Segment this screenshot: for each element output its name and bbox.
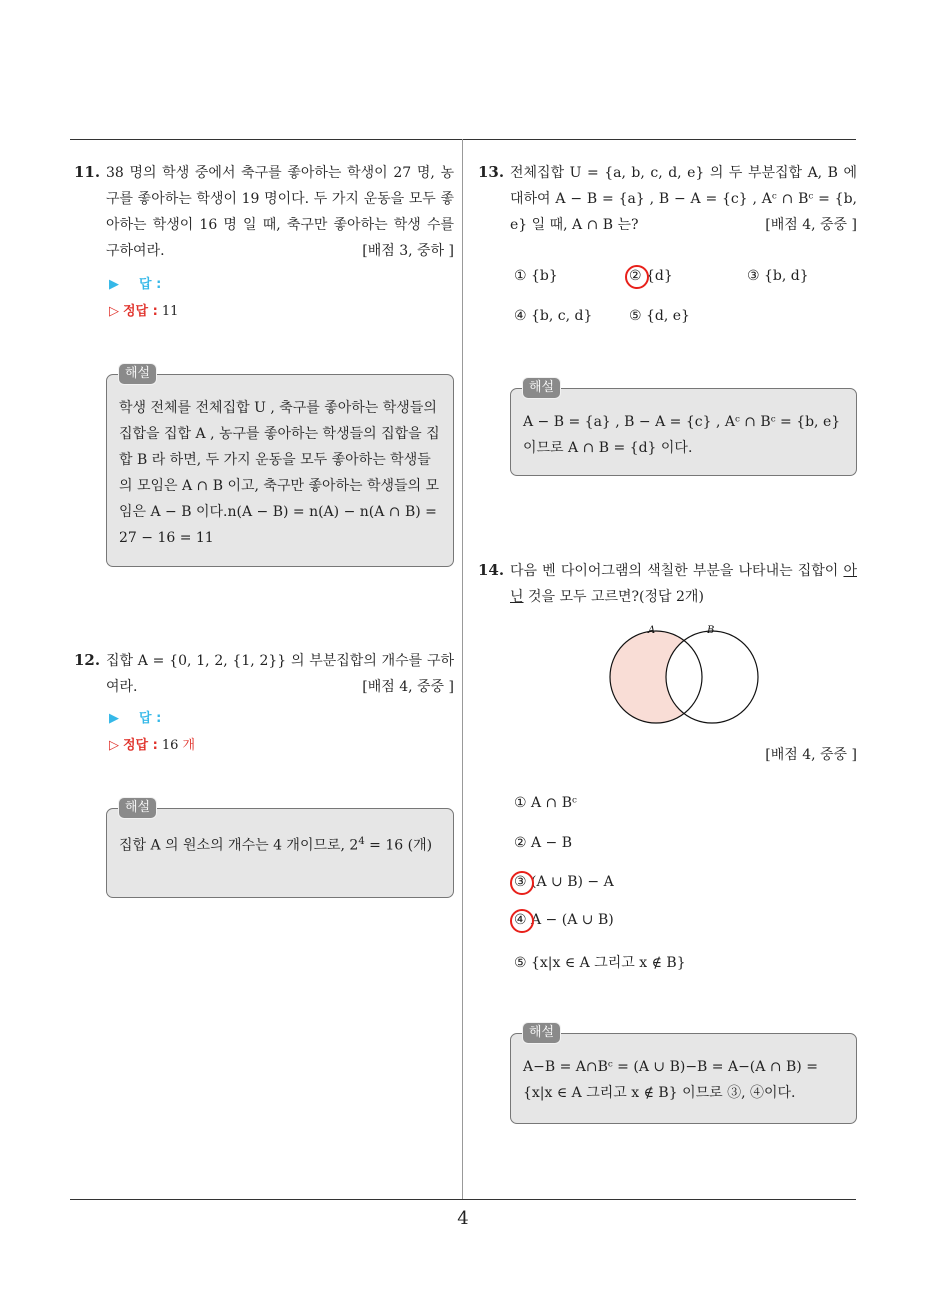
q11-number: 11. [74,163,101,181]
q13-explanation: A − B = {a} , B − A = {c} , Aᶜ ∩ Bᶜ = {b, e} 이므로 A ∩ B = {d} 이다. [523,414,841,456]
q11-answer-label: 답 : [139,277,162,292]
q12-explanation-b: = 16 (개) [364,837,433,854]
q12-number: 12. [74,651,101,669]
q12-correct-marker: ▷ [109,738,119,753]
q12-text [106,648,454,700]
q13-question: 전체집합 U = {a, b, c, d, e} 의 두 부분집합 A, B 에 대하여 A − B = {a} , B − A = {c} , Aᶜ ∩ Bᶜ = {b, e} 일 때, A ∩ B 는? [510,165,857,233]
q12-answer-label: 답 : [139,711,162,726]
venn-label-b: B [707,625,715,636]
q12-question: 집합 A = {0, 1, 2, {1, 2}} 의 부분집합의 개수를 구하여라. [106,653,454,695]
column-divider [462,139,463,1200]
q11-explanation-box [106,374,454,567]
q12-correct-unit: 개 [182,738,196,753]
q11-correct-value: 11 [161,304,179,319]
q11-meta: [배점 3, 중하 ] [362,243,454,259]
q11-answer-marker: ▶ [109,277,119,292]
q13-choice-4[interactable]: ④ {b, c, d} [514,308,593,324]
top-rule [70,139,856,140]
q14-number: 14. [478,561,505,579]
q11-text [106,160,454,264]
q14-choice-4[interactable]: ④ A − (A ∪ B) [514,912,614,928]
q12-meta: [배점 4, 중중 ] [362,679,454,695]
q12-explanation-box [106,808,454,898]
q14-question-underlined: 아닌 [510,563,857,605]
q12-correct-value: 16 [161,738,179,753]
q14-meta: [배점 4, 중중 ] [765,747,857,763]
q12-answer-marker: ▶ [109,711,119,726]
bottom-rule [70,1199,856,1200]
q13-number: 13. [478,163,505,181]
q14-choice-4-mark [510,909,534,933]
venn-label-a: A [648,625,656,636]
q13-choice-1[interactable]: ① {b} [514,268,558,284]
q14-question-a: 다음 벤 다이어그램의 색칠한 부분을 나타내는 집합이 [510,563,844,579]
q11-question: 38 명의 학생 중에서 축구를 좋아하는 학생이 27 명, 농구를 좋아하는 학생이 19 명이다. 두 가지 운동을 모두 좋아하는 학생이 16 명 일 때, 축구만 좋아하는 학생 수를 구하여라. [106,165,454,259]
q13-explain-tag: 해설 [522,377,561,399]
q11-answer-line [109,273,161,292]
q14-meta-line [510,742,857,768]
q14-explanation-box [510,1033,857,1124]
q14-choice-2[interactable]: ② A − B [514,835,573,851]
q13-choice-3[interactable]: ③ {b, d} [747,268,809,284]
q14-choice-3[interactable]: ③ (A ∪ B) − A [514,874,614,890]
q11-correct-line [109,300,178,319]
q11-correct-label: 정답 : [123,304,158,319]
q14-choice-1[interactable]: ① A ∩ Bᶜ [514,795,577,811]
q14-explanation: A−B = A∩Bᶜ = (A ∪ B)−B = A−(A ∩ B) = {x|x ∈ A 그리고 x ∉ B} 이므로 ③, ④이다. [523,1059,818,1101]
q13-choice-2-mark [625,265,649,289]
q14-question-b: 것을 모두 고르면?(정답 2개) [523,589,704,605]
q12-correct-label: 정답 : [123,738,158,753]
q13-text [510,160,857,238]
q11-correct-marker: ▷ [109,304,119,319]
q12-explain-tag: 해설 [118,797,157,819]
q11-explanation: 학생 전체를 전체집합 U , 축구를 좋아하는 학생들의 집합을 집합 A , 농구를 좋아하는 학생들의 집합을 집합 B 라 하면, 두 가지 운동을 모두 좋아하는 학생들의 모임은 A ∩ B 이고, 축구만 좋아하는 학생들의 모임은 A − B 이다.n(A − B) = n(A) − n(A ∩ B) = 27 − 16 = 11 [119,400,440,546]
q14-choice-3-mark [510,871,534,895]
page-number: 4 [457,1208,469,1229]
q11-explain-tag: 해설 [118,363,157,385]
q14-text [510,558,857,610]
q13-choice-5[interactable]: ⑤ {d, e} [629,308,690,324]
q13-choice-2[interactable]: ② {d} [629,268,673,284]
q14-explain-tag: 해설 [522,1022,561,1044]
q14-choice-5[interactable]: ⑤ {x|x ∈ A 그리고 x ∉ B} [514,955,686,971]
q12-explanation-sup: 4 [358,836,365,847]
venn-diagram [600,618,770,724]
q13-meta: [배점 4, 중중 ] [765,217,857,233]
q13-explanation-box [510,388,857,476]
q12-answer-line [109,707,161,726]
q12-correct-line [109,734,195,753]
q12-explanation-a: 집합 A 의 원소의 개수는 4 개이므로, 2 [119,837,359,854]
